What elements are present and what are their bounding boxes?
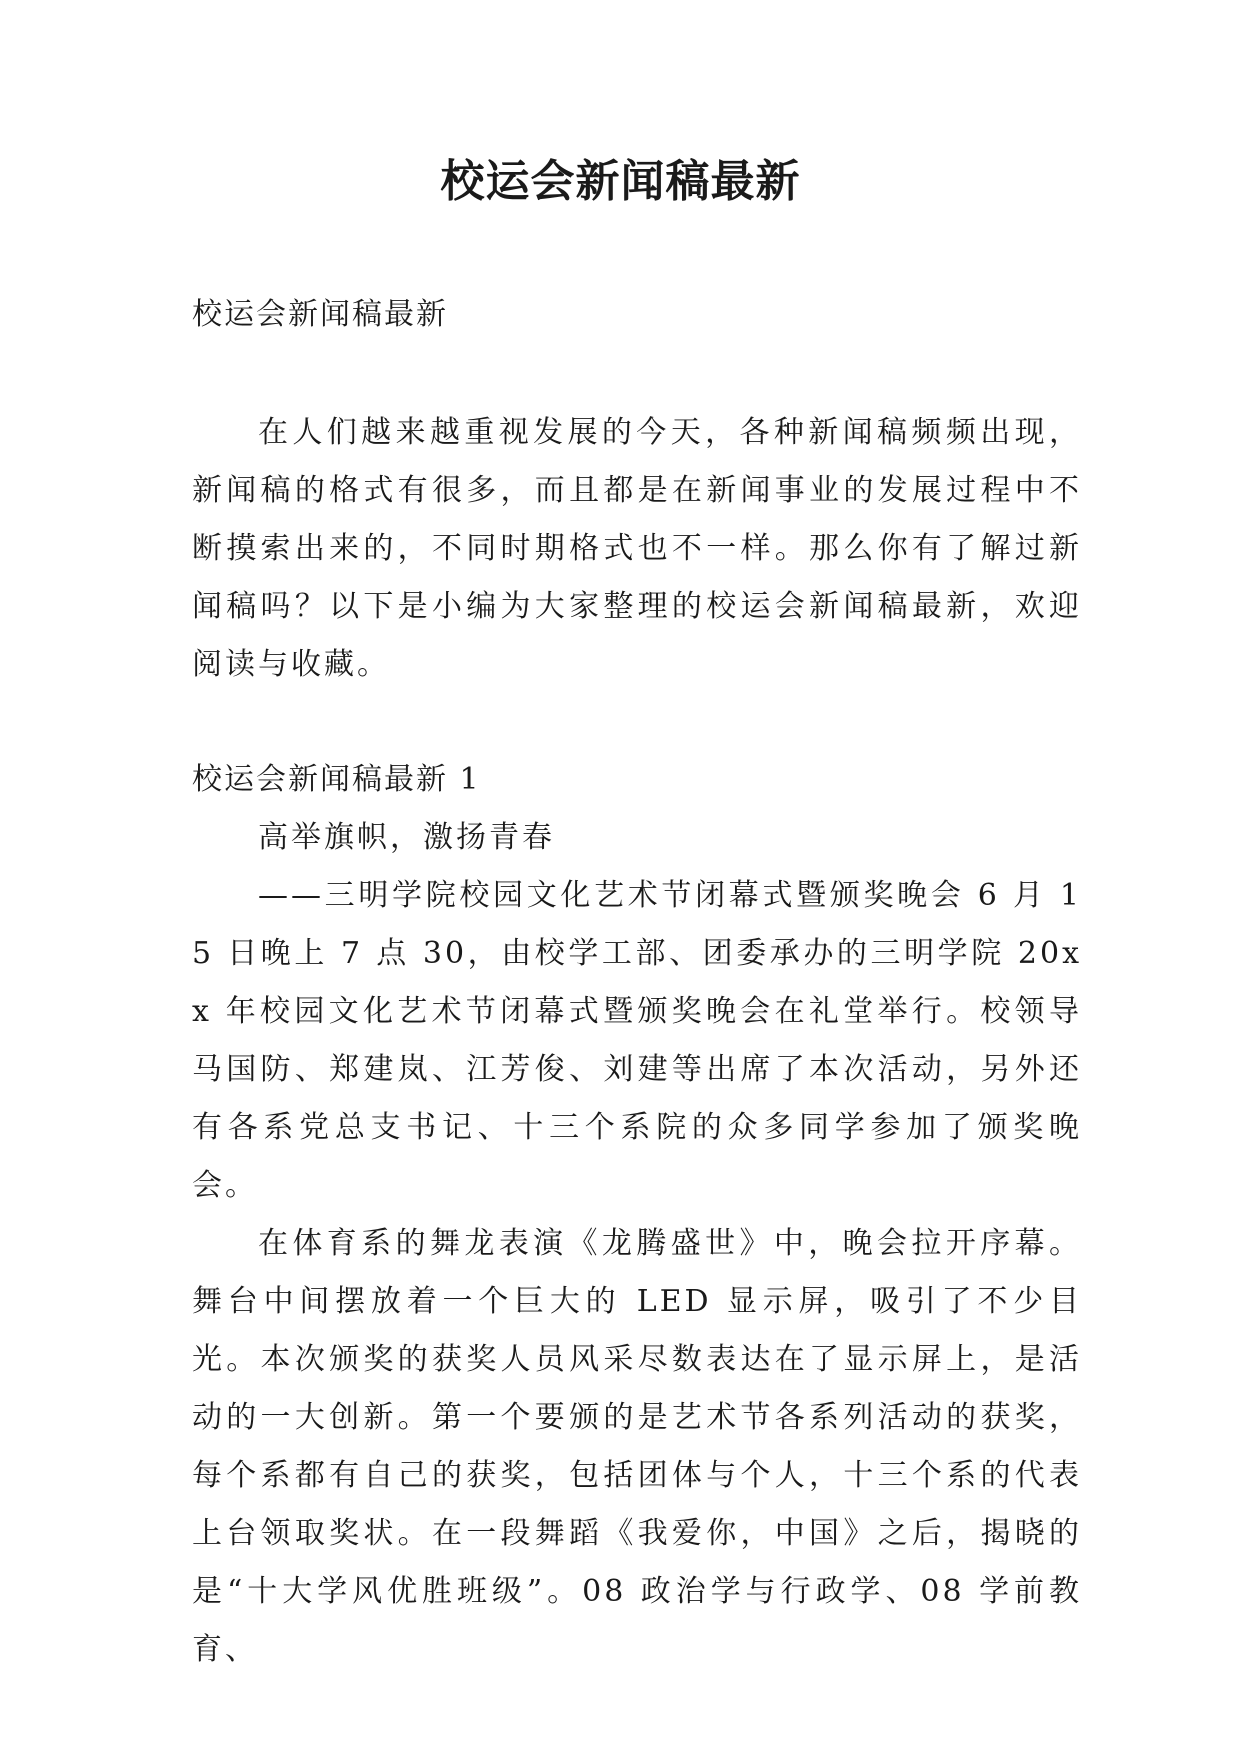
section-paragraph: 在体育系的舞龙表演《龙腾盛世》中，晚会拉开序幕。舞台中间摆放着一个巨大的 LED 显示屏，吸引了不少目光。本次颁奖的获奖人员风采尽数表达在了显示屏上，是活动的一大创新。第一个要颁的是艺术节各系列活动的获奖，每个系都有自己的获奖，包括团体与个人，十三个系的代表上台领取奖状。在一段舞蹈《我爱你，中国》之后，揭晓的是“十大学风优胜班级”。08 政治学与行政学、08 学前教育、 bbox=[192, 1226, 1082, 1667]
document-subtitle: 校运会新闻稿最新 bbox=[192, 297, 448, 332]
section-body bbox=[192, 809, 1082, 1679]
intro-paragraph: 在人们越来越重视发展的今天，各种新闻稿频频出现，新闻稿的格式有很多，而且都是在新闻事业的发展过程中不断摸索出来的，不同时期格式也不一样。那么你有了解过新闻稿吗？以下是小编为大家整理的校运会新闻稿最新，欢迎阅读与收藏。 bbox=[192, 415, 1082, 682]
section-heading: 校运会新闻稿最新 1 bbox=[192, 762, 481, 797]
document-title: 校运会新闻稿最新 bbox=[440, 156, 801, 207]
section-paragraph: 高举旗帜，激扬青春 bbox=[258, 820, 555, 855]
section-paragraph: ——三明学院校园文化艺术节闭幕式暨颁奖晚会 6 月 15 日晚上 7 点 30，由校学工部、团委承办的三明学院 20xx 年校园文化艺术节闭幕式暨颁奖晚会在礼堂举行。校领导马国防、郑建岚、江芳俊、刘建等出席了本次活动，另外还有各系党总支书记、十三个系院的众多同学参加了颁奖晚会。 bbox=[192, 878, 1082, 1203]
